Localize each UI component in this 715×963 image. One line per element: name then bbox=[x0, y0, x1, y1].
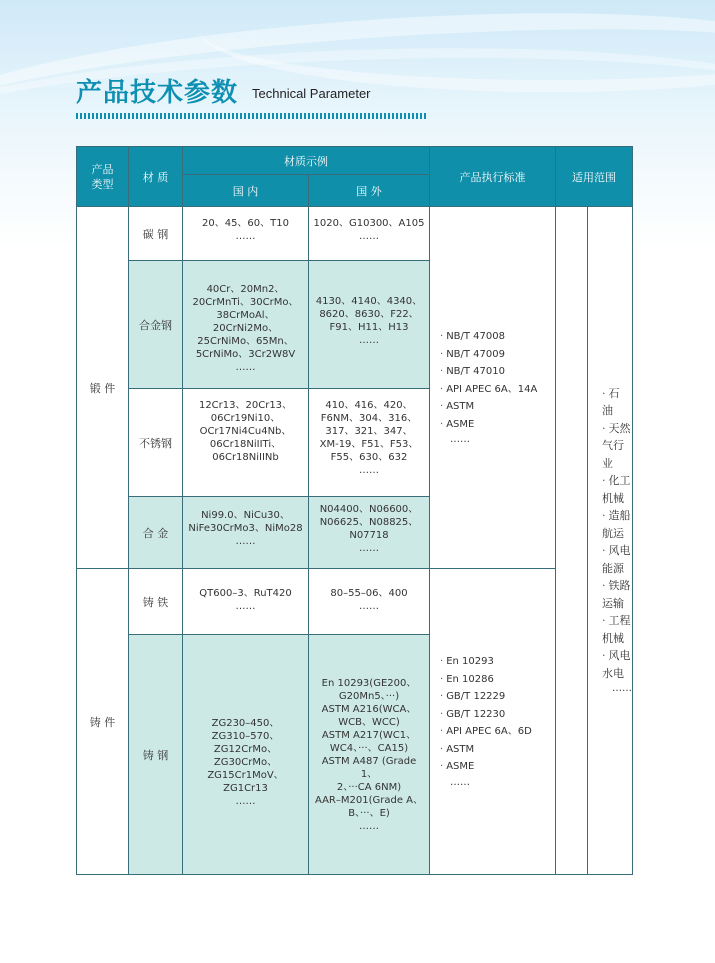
header-domestic: 国 内 bbox=[183, 175, 309, 207]
header-scope: 适用范围 bbox=[556, 147, 633, 207]
material-cell: 铸 铁 bbox=[129, 569, 183, 635]
domestic-cell: ZG230–450、 ZG310–570、 ZG12CrMo、 ZG30CrMo、 ZG15Cr1MoV、 ZG1Cr13 …… bbox=[183, 635, 309, 875]
standards-castings: · En 10293 · En 10286 · GB/T 12229 · GB/T 12230 · API APEC 6A、6D · ASTM · ASME …… bbox=[430, 569, 556, 875]
header-material: 材 质 bbox=[129, 147, 183, 207]
table-row bbox=[77, 207, 633, 261]
page-title bbox=[76, 72, 426, 122]
domestic-cell: 40Cr、20Mn2、 20CrMnTi、30CrMo、 38CrMoAl、20CrNi2Mo、 25CrNiMo、65Mn、 5CrNiMo、3Cr2W8V …… bbox=[183, 261, 309, 389]
foreign-cell: En 10293(GE200、 G20Mn5、···) ASTM A216(WCA、 WCB、WCC) ASTM A217(WC1、 WC4、···、CA15) ASTM A487 (Grade 1、 2、···CA 6NM) AAR–M201(Grade A、 B、···、E) …… bbox=[309, 635, 430, 875]
foreign-cell: 80–55–06、400 …… bbox=[309, 569, 430, 635]
header-product-type: 产品类型 bbox=[77, 147, 129, 207]
foreign-cell: N04400、N06600、 N06625、N08825、 N07718 …… bbox=[309, 497, 430, 569]
table-row bbox=[77, 569, 633, 635]
foreign-cell: 410、416、420、 F6NM、304、316、 317、321、347、 XM-19、F51、F53、 F55、630、632 …… bbox=[309, 389, 430, 497]
title-divider bbox=[76, 113, 426, 119]
parameter-table bbox=[76, 146, 633, 875]
domestic-cell: QT600–3、RuT420 …… bbox=[183, 569, 309, 635]
material-cell: 不锈钢 bbox=[129, 389, 183, 497]
header-foreign: 国 外 bbox=[309, 175, 430, 207]
header-examples: 材质示例 bbox=[183, 147, 430, 175]
title-chinese: 产品技术参数 bbox=[76, 78, 239, 108]
domestic-cell: 12Cr13、20Cr13、 06Cr19Ni10、 OCr17Ni4Cu4Nb、 06Cr18NiIITi、 06Cr18NiIINb bbox=[183, 389, 309, 497]
domestic-cell: Ni99.0、NiCu30、 NiFe30CrMo3、NiMo28 …… bbox=[183, 497, 309, 569]
category-castings: 铸 件 bbox=[77, 569, 129, 875]
scope-cell: · 石 油 · 天然气行业 · 化工机械 · 造船航运 · 风电能源 · 铁路运输 · 工程机械 · 风电水电 …… bbox=[556, 207, 633, 875]
standards-forgings: · NB/T 47008 · NB/T 47009 · NB/T 47010 · API APEC 6A、14A · ASTM · ASME …… bbox=[430, 207, 556, 569]
category-forgings: 锻 件 bbox=[77, 207, 129, 569]
header-standards: 产品执行标准 bbox=[430, 147, 556, 207]
title-english: Technical Parameter bbox=[252, 86, 371, 101]
material-cell: 合 金 bbox=[129, 497, 183, 569]
material-cell: 碳 钢 bbox=[129, 207, 183, 261]
material-cell: 铸 钢 bbox=[129, 635, 183, 875]
foreign-cell: 4130、4140、4340、 8620、8630、F22、 F91、H11、H13 …… bbox=[309, 261, 430, 389]
foreign-cell: 1020、G10300、A105 …… bbox=[309, 207, 430, 261]
material-cell: 合金钢 bbox=[129, 261, 183, 389]
domestic-cell: 20、45、60、T10 …… bbox=[183, 207, 309, 261]
